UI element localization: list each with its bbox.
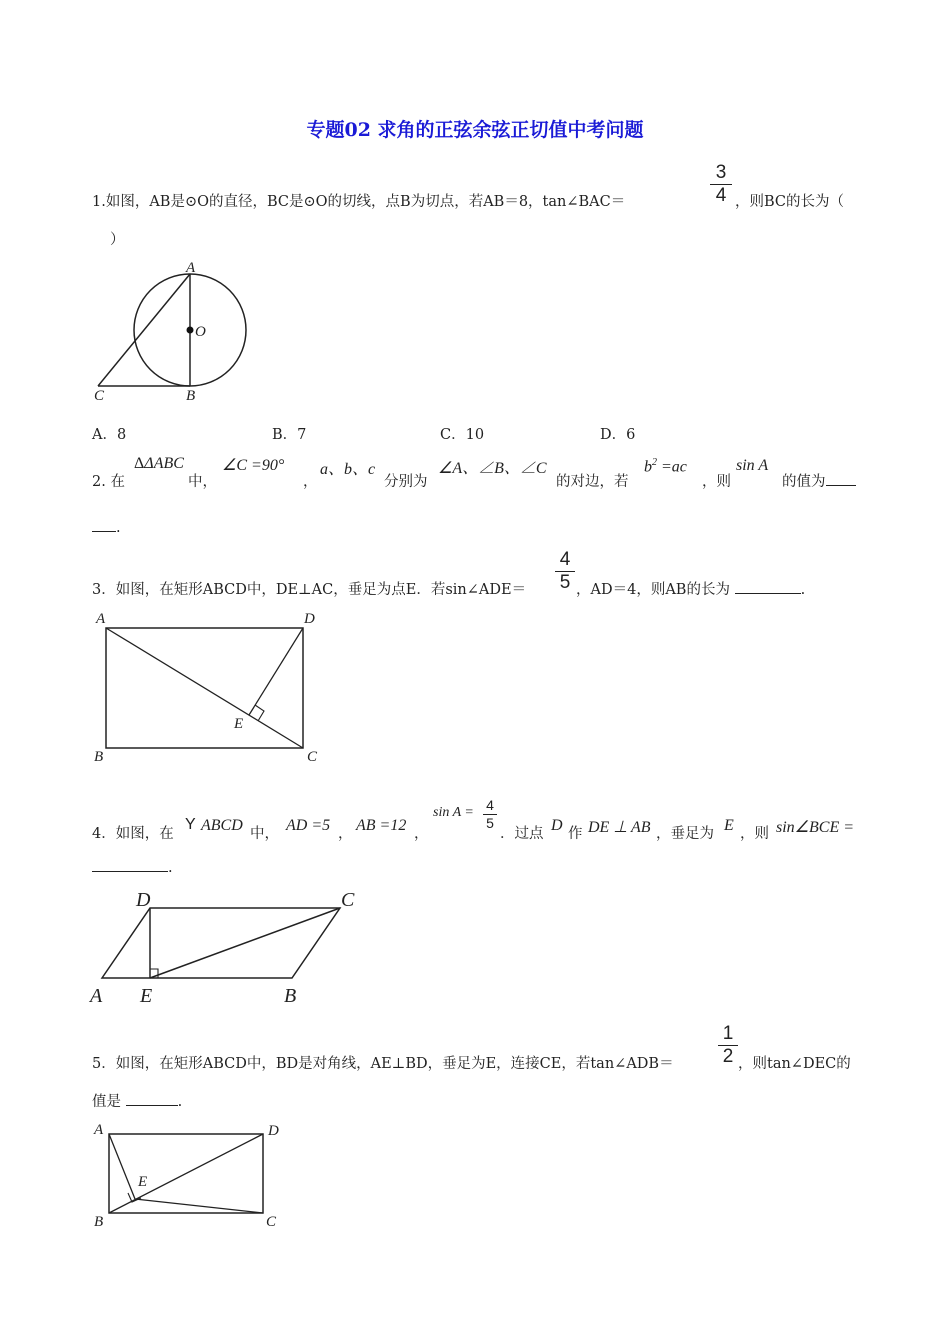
q1-option-a: A．8 xyxy=(92,427,127,443)
q2-angles: ∠A、∠B、∠C xyxy=(438,460,547,477)
q1-text: 1.如图，AB是⊙O的直径，BC是⊙O的切线，点B为切点，若AB＝8，tan∠BAC＝ xyxy=(92,194,626,210)
q4-label-c: C xyxy=(341,889,355,911)
q4-label-b: B xyxy=(284,985,297,1007)
q1-label-o: O xyxy=(195,324,206,340)
q2-text-1: 分别为 xyxy=(384,474,428,490)
q2-text-3: ，则 xyxy=(702,474,731,490)
q1-tail: ，则BC的长为（ xyxy=(735,194,845,210)
q1-fraction: 3 4 xyxy=(710,163,732,206)
q1-label-c: C xyxy=(94,388,105,404)
q4-sin-bce: sin∠BCE = xyxy=(776,819,855,836)
q2-answer-blank: . xyxy=(92,520,121,536)
q3-tail: ，AD＝4，则AB的长为 . xyxy=(576,582,806,598)
q4-label-a: A xyxy=(90,985,103,1007)
q3-figure xyxy=(92,610,332,770)
q4-text-4: ，垂足为 xyxy=(656,826,714,842)
q1-option-c: C．10 xyxy=(440,427,485,443)
q3-label-a: A xyxy=(96,611,106,627)
parallelogram-icon: Y xyxy=(185,816,196,833)
q2-text-4: 的值为 xyxy=(782,470,856,491)
q2-text-2: 的对边，若 xyxy=(556,474,629,490)
q5-fraction: 1 2 xyxy=(718,1024,738,1067)
q1-option-d: D．6 xyxy=(600,427,636,443)
q4-text-3: 作 xyxy=(568,826,583,842)
q2-variables: a、b、c xyxy=(320,461,376,478)
q2-triangle: ΔΔABC xyxy=(134,455,184,472)
q4-comma-1: ， xyxy=(338,826,353,842)
q1-option-b: B．7 xyxy=(272,427,307,443)
q5-label-a: A xyxy=(94,1122,104,1138)
q5-label-d: D xyxy=(268,1123,279,1139)
q4-name: ABCD xyxy=(201,817,243,834)
q4-ab: AB =12 xyxy=(356,817,407,834)
q4-label-e: E xyxy=(140,985,153,1007)
q4-point-d: D xyxy=(551,817,563,834)
q1-label-b: B xyxy=(186,388,196,404)
q4-ad: AD =5 xyxy=(286,817,331,834)
q5-label-b: B xyxy=(94,1214,104,1230)
q4-fraction: 4 5 xyxy=(483,798,497,831)
q3-fraction: 4 5 xyxy=(555,550,575,593)
q4-answer-blank: . xyxy=(92,860,173,876)
q2-mid: 中， xyxy=(188,474,217,490)
q2-sin-a: sin A xyxy=(736,457,769,474)
q3-label-d: D xyxy=(304,611,315,627)
q5-text: 5．如图，在矩形ABCD中，BD是对角线，AE⊥BD，垂足为E，连接CE，若tan∠ADB＝ xyxy=(92,1056,674,1072)
q5-line-2: 值是 . xyxy=(92,1094,183,1110)
q4-text-2: ．过点 xyxy=(500,826,544,842)
q3-label-e: E xyxy=(234,716,244,732)
page-title: 专题02 求角的正弦余弦正切值中考问题 xyxy=(306,119,644,141)
q4-text-5: ，则 xyxy=(740,826,769,842)
q1-label-a: A xyxy=(186,260,196,276)
q3-label-b: B xyxy=(94,749,104,765)
q4-figure xyxy=(88,882,368,1012)
q5-label-c: C xyxy=(266,1214,277,1230)
q4-point-e: E xyxy=(724,817,734,834)
q4-label-d: D xyxy=(136,889,151,911)
q2-number: 2. 在 xyxy=(92,474,125,490)
q3-label-c: C xyxy=(307,749,318,765)
q4-number: 4．如图，在 xyxy=(92,826,174,842)
q5-label-e: E xyxy=(138,1174,148,1190)
q5-figure xyxy=(92,1120,302,1235)
q4-sin-a: sin A = xyxy=(433,805,474,820)
q4-text-1: 中， xyxy=(250,826,279,842)
q4-perpendicular: DE ⊥ AB xyxy=(588,819,651,836)
q2-comma: ， xyxy=(303,474,318,490)
q4-comma-2: ， xyxy=(414,826,429,842)
q1-figure xyxy=(92,260,252,405)
q3-text: 3．如图，在矩形ABCD中，DE⊥AC，垂足为点E．若sin∠ADE＝ xyxy=(92,582,527,598)
q2-equation: $b^2 =ac$ xyxy=(644,457,687,476)
q5-tail: ，则tan∠DEC的 xyxy=(738,1056,851,1072)
q1-paren-close: ） xyxy=(110,232,125,248)
q2-angle-c: ∠C =90° xyxy=(222,457,285,474)
